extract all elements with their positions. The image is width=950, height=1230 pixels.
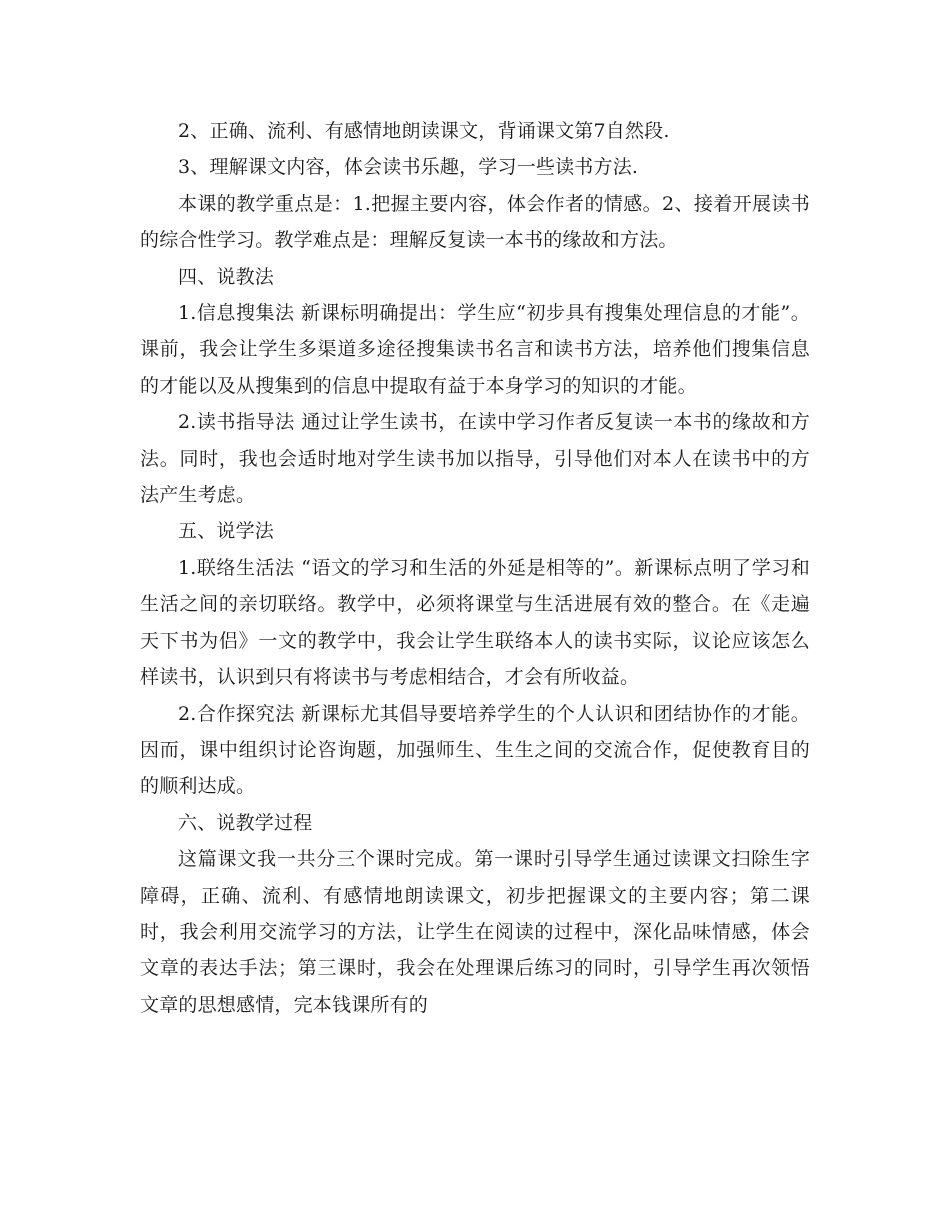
paragraph-key-points: 本课的教学重点是：1.把握主要内容，体会作者的情感。2、接着开展读书的综合性学习。教学难点是：理解反复读一本书的缘故和方法。 xyxy=(140,192,810,252)
paragraph-reading-guidance-method: 2.读书指导法 通过让学生读书，在读中学习作者反复读一本书的缘故和方法。同时，我也会适时地对学生读书加以指导，引导他们对本人在读书中的方法产生考虑。 xyxy=(140,411,810,507)
document-page xyxy=(140,113,810,1023)
paragraph-objective-2: 2、正确、流利、有感情地朗读课文，背诵课文第7自然段. xyxy=(178,120,670,142)
paragraph-info-collection-method: 1.信息搜集法 新课标明确提出：学生应“初步具有搜集处理信息的才能”。课前，我会让学生多渠道多途径搜集读书名言和读书方法，培养他们搜集信息的才能以及从搜集到的信息中提取有益于本身学习的知识的才能。 xyxy=(140,302,810,397)
paragraph-cooperative-inquiry-method: 2.合作探究法 新课标尤其倡导要培养学生的个人认识和团结协作的才能。因而，课中组织讨论咨询题，加强师生、生生之间的交流合作，促使教育目的的顺利达成。 xyxy=(140,702,810,798)
paragraph-life-connection-method: 1.联络生活法 “语文的学习和生活的外延是相等的”。新课标点明了学习和生活之间的亲切联络。教学中，必须将课堂与生活进展有效的整合。在《走遍天下书为侣》一文的教学中，我会让学生联络本人的读书实际，议论应该怎么样读书，认识到只有将读书与考虑相结合，才会有所收益。 xyxy=(140,556,810,689)
paragraph-objective-3: 3、理解课文内容，体会读书乐趣，学习一些读书方法. xyxy=(178,156,639,179)
section-heading-teaching-methods: 四、说教法 xyxy=(178,265,275,288)
section-heading-teaching-process: 六、说教学过程 xyxy=(178,811,313,834)
section-heading-learning-methods: 五、说学法 xyxy=(178,520,275,543)
paragraph-teaching-process: 这篇课文我一共分三个课时完成。第一课时引导学生通过读课文扫除生字障碍，正确、流利、有感情地朗读课文，初步把握课文的主要内容；第二课时，我会利用交流学习的方法，让学生在阅读的过程中，深化品味情感，体会文章的表达手法；第三课时，我会在处理课后练习的同时，引导学生再次领悟文章的思想感情，完本钱课所有的 xyxy=(140,848,810,1016)
